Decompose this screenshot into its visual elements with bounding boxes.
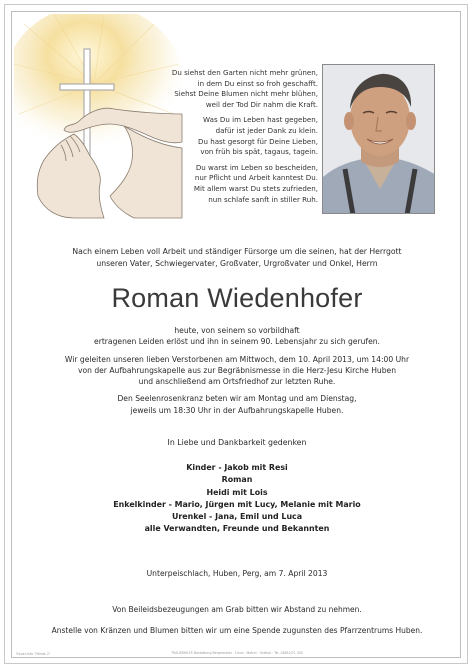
mourners-list: [20, 462, 454, 536]
dedication: In Liebe und Dankbarkeit gedenken: [167, 438, 307, 447]
poem: [160, 68, 318, 210]
poem-line: Siehst Deine Blumen nicht mehr blühen,: [174, 89, 318, 99]
footer-notes: [20, 604, 454, 636]
poem-line: in dem Du einst so froh geschafft.: [197, 78, 318, 88]
footer-line: Anstelle von Kränzen und Blumen bitten wir um eine Spende zugunsten des Pfarrzentrums Huben.: [51, 626, 423, 635]
imprint-center: TRAUERHILFE Bestattung Bergmeister · Lienz · Matrei · Osttirol · Tel. 04852/71 300: [171, 651, 303, 655]
deceased-name: Roman Wiedenhofer: [111, 283, 363, 313]
mourner-line: Urenkel - Jana, Emil und Luca: [171, 512, 303, 522]
poem-line: von früh bis spät, tagaus, tagein.: [200, 147, 318, 157]
poem-line: Du warst im Leben so bescheiden,: [195, 162, 318, 172]
poem-line: nur Pflicht und Arbeit kanntest Du.: [194, 173, 318, 183]
poem-stanza: [160, 68, 318, 110]
portrait-photo: [322, 64, 435, 214]
poem-line: Was Du im Leben hast gegeben,: [203, 115, 318, 125]
announcement-text: [20, 325, 454, 416]
mourner-line: Heidi mit Lois: [206, 487, 268, 497]
intro-line: Nach einem Leben voll Arbeit und ständiger Fürsorge um die seinen, hat der Herrgott: [72, 247, 402, 256]
funeral-line: Wir geleiten unseren lieben Verstorbenen am Mittwoch, dem 10. April 2013, um 14:00 Uhr: [64, 354, 410, 364]
portrait-image: [323, 65, 435, 214]
poem-line: Du siehst den Garten nicht mehr grünen,: [171, 68, 318, 77]
cross-hands-illustration: [14, 14, 184, 219]
announcement-line: heute, von seinem so vorbildhaft: [174, 326, 300, 335]
intro-text: [20, 246, 454, 271]
poem-line: nun schlafe sanft in stiller Ruh.: [208, 194, 318, 204]
intro-line: unseren Vater, Schwiegervater, Großvater, Urgroßvater und Onkel, Herrn: [96, 259, 378, 269]
mourner-line: Enkelkinder - Mario, Jürgen mit Lucy, Melanie mit Mario: [113, 499, 361, 509]
imprint-left: Trauer-Info "Hände 2": [16, 652, 51, 656]
poem-stanza: [160, 163, 318, 205]
poem-line: Du hast gesorgt für Deine Lieben,: [197, 136, 318, 146]
poem-stanza: [160, 115, 318, 157]
announcement-line: ertragenen Leiden erlöst und ihn in seinem 90. Lebensjahr zu sich gerufen.: [94, 337, 380, 347]
mourner-line: Roman: [221, 475, 253, 485]
rosary-line: jeweils um 18:30 Uhr in der Aufbahrungskapelle Huben.: [130, 405, 344, 415]
mourner-line: alle Verwandten, Freunde und Bekannten: [144, 524, 330, 534]
poem-line: dafür ist jeder Dank zu klein.: [215, 125, 318, 135]
funeral-line: von der Aufbahrungskapelle aus zur Begräbnismesse in die Herz-Jesu Kirche Huben: [77, 365, 397, 375]
rosary-line: Den Seelenrosenkranz beten wir am Montag und am Dienstag,: [117, 394, 357, 404]
place-date: Unterpeischlach, Huben, Perg, am 7. April 2013: [146, 569, 328, 578]
funeral-line: und anschließend am Ortsfriedhof zur letzten Ruhe.: [138, 377, 336, 387]
poem-line: weil der Tod Dir nahm die Kraft.: [205, 99, 318, 109]
footer-line: Von Beileidsbezeugungen am Grab bitten wir Abstand zu nehmen.: [112, 605, 362, 614]
mourner-line: Kinder - Jakob mit Resi: [186, 463, 288, 472]
poem-line: Mit allem warst Du stets zufrieden,: [193, 183, 318, 193]
